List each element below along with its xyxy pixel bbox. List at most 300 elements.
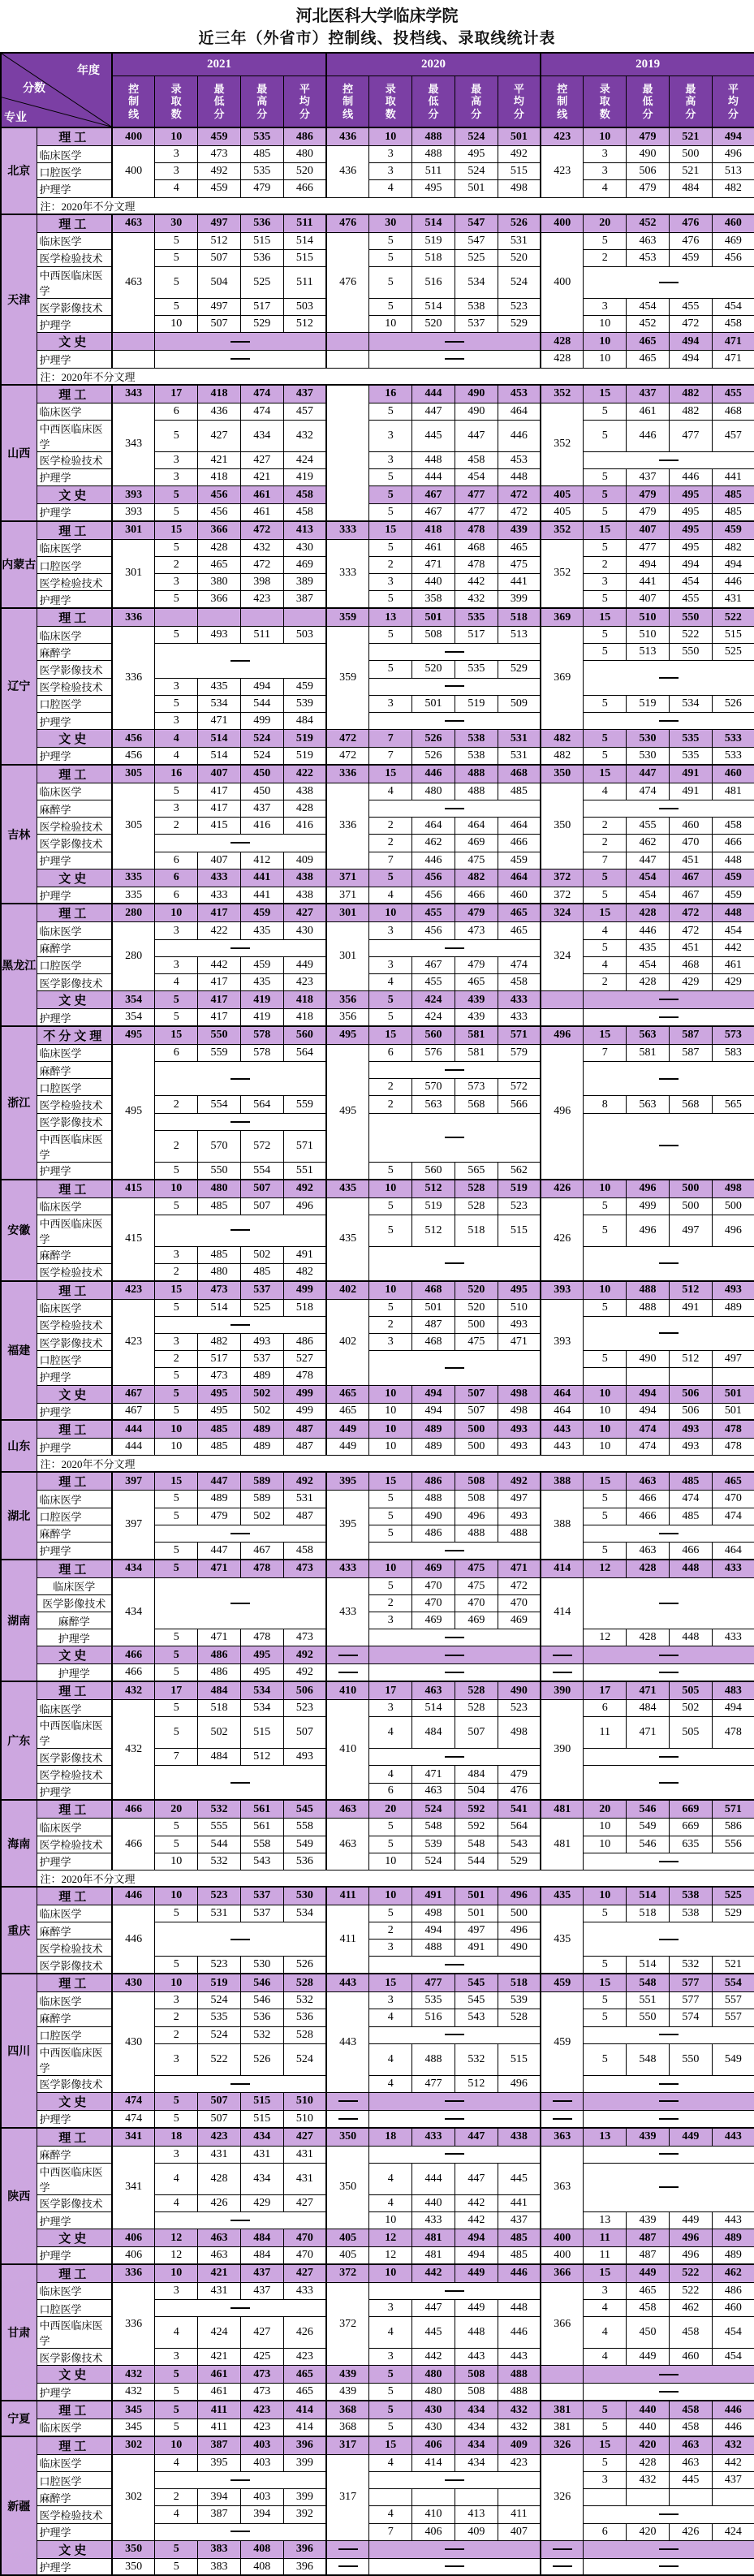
score-cell: 3 xyxy=(155,2282,198,2299)
score-cell: 515 xyxy=(712,627,754,644)
score-cell: 466 xyxy=(669,1542,712,1559)
score-cell: 10 xyxy=(155,1887,198,1905)
score-cell: 524 xyxy=(283,2043,326,2075)
major-cell: 临床医学 xyxy=(37,403,112,420)
score-cell: 2 xyxy=(369,1079,412,1096)
table-row xyxy=(1,1992,754,2009)
score-cell: 447 xyxy=(412,403,455,420)
control-line-cell: 415 xyxy=(112,1197,155,1281)
table-header xyxy=(1,53,754,127)
score-cell: 418 xyxy=(198,385,241,403)
score-cell: 493 xyxy=(669,1439,712,1456)
score-cell: 438 xyxy=(283,783,326,800)
score-cell: 512 xyxy=(455,2075,498,2092)
control-line-cell xyxy=(541,2092,584,2110)
score-cell: 560 xyxy=(412,1026,455,1045)
group-header-cell: 理工 xyxy=(37,1974,112,1992)
score-cell: 428 xyxy=(627,1560,670,1578)
score-cell: 423 xyxy=(240,2401,283,2419)
score-cell: 488 xyxy=(498,2384,541,2401)
score-cell: 464 xyxy=(412,818,455,835)
major-cell: 医学检验技术 xyxy=(37,2506,112,2523)
score-cell: 479 xyxy=(455,956,498,973)
score-cell: 3 xyxy=(584,146,627,163)
score-cell: 434 xyxy=(455,2401,498,2419)
control-line-cell: 350 xyxy=(326,2146,369,2229)
score-cell: 432 xyxy=(627,2471,670,2488)
score-cell: 531 xyxy=(498,748,541,765)
score-cell: 5 xyxy=(155,298,198,315)
no-data-dash xyxy=(231,2479,250,2481)
score-cell: 514 xyxy=(627,1957,670,1974)
score-cell: 494 xyxy=(712,556,754,573)
dash-cell xyxy=(369,1062,541,1079)
score-cell: 4 xyxy=(584,956,627,973)
control-line-cell: 414 xyxy=(541,1577,584,1646)
score-cell: 507 xyxy=(198,316,241,333)
dash-cell xyxy=(584,1062,754,1096)
no-data-dash xyxy=(445,1137,464,1138)
score-cell: 502 xyxy=(240,1385,283,1403)
score-cell: 4 xyxy=(369,783,412,800)
score-cell: 3 xyxy=(155,678,198,695)
score-cell: 466 xyxy=(455,887,498,904)
score-cell: 498 xyxy=(498,1385,541,1403)
control-line-cell: 495 xyxy=(326,1026,369,1045)
score-cell: 433 xyxy=(198,869,241,887)
major-cell: 临床医学 xyxy=(37,1577,112,1594)
score-cell: 479 xyxy=(627,504,670,521)
score-cell: 5 xyxy=(369,1905,412,1922)
no-data-dash xyxy=(659,2513,679,2515)
control-line-cell: 333 xyxy=(326,521,369,540)
score-cell: 2 xyxy=(155,2009,198,2026)
score-cell: 5 xyxy=(155,539,198,556)
score-cell: 2 xyxy=(369,1096,412,1113)
score-cell: 485 xyxy=(669,1508,712,1525)
score-cell: 447 xyxy=(455,2163,498,2194)
province-cell: 安徽 xyxy=(1,1180,37,1281)
score-cell: 11 xyxy=(584,2229,627,2247)
control-line-cell: 393 xyxy=(112,504,155,521)
score-cell: 461 xyxy=(627,403,670,420)
score-cell: 451 xyxy=(669,939,712,956)
score-cell: 453 xyxy=(498,385,541,403)
major-cell: 护理学 xyxy=(37,2211,112,2229)
score-cell: 431 xyxy=(283,2146,326,2163)
major-cell: 护理学 xyxy=(37,748,112,765)
score-cell: 433 xyxy=(198,887,241,904)
province-cell: 新疆 xyxy=(1,2436,37,2576)
score-cell: 442 xyxy=(412,2264,455,2283)
control-line-cell xyxy=(112,333,155,351)
province-cell: 山西 xyxy=(1,385,37,521)
control-line-cell: 423 xyxy=(112,1299,155,1385)
score-cell: 441 xyxy=(240,887,283,904)
score-cell: 512 xyxy=(198,232,241,249)
no-data-dash xyxy=(445,2290,464,2292)
score-cell: 441 xyxy=(240,869,283,887)
control-line-cell: 428 xyxy=(541,351,584,368)
control-line-cell: 341 xyxy=(112,2146,155,2229)
control-line-cell: 345 xyxy=(112,2401,155,2419)
score-cell: 472 xyxy=(240,521,283,540)
score-cell: 519 xyxy=(412,1197,455,1215)
major-cell: 口腔医学 xyxy=(37,163,112,180)
note-cell: 注：2020年不分文理 xyxy=(37,197,754,214)
control-line-cell: 423 xyxy=(112,1281,155,1300)
score-cell: 4 xyxy=(369,974,412,991)
group-header-cell: 理工 xyxy=(37,1180,112,1198)
score-cell: 15 xyxy=(155,1472,198,1491)
score-cell: 487 xyxy=(283,1420,326,1439)
score-cell: 3 xyxy=(369,1333,412,1350)
score-cell: 8 xyxy=(584,1096,627,1113)
dash-cell xyxy=(584,1113,754,1179)
score-cell: 491 xyxy=(669,1299,712,1316)
score-cell: 514 xyxy=(627,1887,670,1905)
score-cell: 555 xyxy=(198,1819,241,1836)
score-cell: 501 xyxy=(412,695,455,712)
score-cell: 5 xyxy=(155,2366,198,2384)
score-cell: 454 xyxy=(712,2349,754,2366)
score-cell: 531 xyxy=(198,1905,241,1922)
dash-cell xyxy=(584,2558,754,2575)
score-cell: 494 xyxy=(712,1700,754,1717)
score-cell: 411 xyxy=(498,2506,541,2523)
score-cell: 442 xyxy=(412,2349,455,2366)
group-header-cell: 不分文理 xyxy=(37,1026,112,1045)
score-cell: 508 xyxy=(455,1491,498,1508)
score-cell: 496 xyxy=(498,1922,541,1940)
score-cell: 564 xyxy=(283,1044,326,1061)
score-cell: 465 xyxy=(455,974,498,991)
score-cell: 409 xyxy=(283,852,326,869)
score-cell: 472 xyxy=(498,504,541,521)
major-cell: 护理学 xyxy=(37,887,112,904)
score-cell: 447 xyxy=(455,2128,498,2147)
score-cell: 496 xyxy=(669,2229,712,2247)
score-cell: 491 xyxy=(669,765,712,783)
score-cell: 528 xyxy=(455,1700,498,1717)
control-line-cell xyxy=(541,2384,584,2401)
score-cell: 440 xyxy=(627,2401,670,2419)
score-cell: 4 xyxy=(155,730,198,748)
score-cell: 458 xyxy=(283,486,326,504)
score-cell: 3 xyxy=(155,451,198,468)
dash-cell xyxy=(584,2146,754,2163)
score-cell: 589 xyxy=(240,1472,283,1491)
score-cell: 465 xyxy=(627,333,670,351)
score-cell: 478 xyxy=(240,1629,283,1646)
score-cell: 525 xyxy=(240,1299,283,1316)
control-line-cell: 411 xyxy=(326,1905,369,1974)
control-line-cell: 372 xyxy=(541,869,584,887)
score-cell: 10 xyxy=(369,2211,412,2229)
dash-cell xyxy=(584,2075,754,2092)
score-cell: 500 xyxy=(669,1197,712,1215)
control-line-cell: 466 xyxy=(112,1819,155,1871)
score-cell: 445 xyxy=(412,420,455,451)
no-data-dash xyxy=(659,2034,679,2035)
score-cell: 458 xyxy=(669,2401,712,2419)
score-cell: 12 xyxy=(369,2229,412,2247)
score-cell: 524 xyxy=(455,127,498,146)
score-cell: 499 xyxy=(627,1197,670,1215)
score-cell: 418 xyxy=(283,991,326,1009)
score-cell: 446 xyxy=(627,420,670,451)
score-cell: 2 xyxy=(369,1316,412,1333)
control-line-cell: 434 xyxy=(112,1560,155,1578)
score-cell: 5 xyxy=(584,1905,627,1922)
score-cell: 407 xyxy=(198,852,241,869)
score-cell: 423 xyxy=(283,974,326,991)
score-cell: 480 xyxy=(412,2384,455,2401)
table-row xyxy=(1,1439,754,1456)
score-cell xyxy=(584,2489,627,2506)
score-cell: 430 xyxy=(283,922,326,939)
control-line-cell: 397 xyxy=(112,1472,155,1491)
score-cell: 5 xyxy=(155,591,198,608)
score-cell: 558 xyxy=(240,1836,283,1853)
score-cell: 3 xyxy=(369,574,412,591)
dash-cell xyxy=(369,800,541,818)
score-cell: 592 xyxy=(455,1819,498,1836)
score-cell: 474 xyxy=(627,1420,670,1439)
score-cell: 510 xyxy=(627,627,670,644)
score-cell: 4 xyxy=(369,2043,412,2075)
score-cell: 2 xyxy=(155,1351,198,1368)
score-cell: 551 xyxy=(283,1162,326,1179)
major-cell: 医学检验技术 xyxy=(37,574,112,591)
score-cell: 437 xyxy=(498,2211,541,2229)
score-cell: 5 xyxy=(369,661,412,678)
control-line-cell: 430 xyxy=(112,1974,155,1992)
score-cell: 488 xyxy=(455,783,498,800)
score-cell: 440 xyxy=(627,2419,670,2436)
score-cell: 532 xyxy=(455,2043,498,2075)
control-line-cell: 350 xyxy=(326,2128,369,2147)
score-cell: 5 xyxy=(369,1525,412,1542)
score-cell: 530 xyxy=(240,1957,283,1974)
score-cell: 3 xyxy=(369,1940,412,1957)
no-data-dash xyxy=(659,1861,679,1862)
score-cell: 3 xyxy=(369,2300,412,2317)
score-cell: 3 xyxy=(369,2349,412,2366)
score-cell: 528 xyxy=(455,1681,498,1700)
no-data-dash xyxy=(659,1672,679,1673)
no-data-dash xyxy=(445,1756,464,1758)
control-line-cell: 439 xyxy=(326,2366,369,2384)
score-cell: 474 xyxy=(240,403,283,420)
note-cell: 注：2020年不分文理 xyxy=(37,368,754,385)
province-cell: 北京 xyxy=(1,127,37,214)
score-cell: 536 xyxy=(283,1853,326,1870)
no-data-dash xyxy=(445,358,464,360)
score-cell: 522 xyxy=(669,627,712,644)
score-cell: 500 xyxy=(669,146,712,163)
score-cell: 488 xyxy=(627,1281,670,1300)
table-row xyxy=(1,1299,754,1316)
score-cell: 496 xyxy=(283,1197,326,1215)
group-header-cell: 理工 xyxy=(37,904,112,922)
table-row xyxy=(1,504,754,521)
score-cell: 550 xyxy=(198,1162,241,1179)
score-cell: 470 xyxy=(712,1491,754,1508)
table-row xyxy=(1,869,754,887)
control-line-cell: 443 xyxy=(326,1992,369,2093)
no-data-dash xyxy=(553,2118,572,2120)
score-cell: 493 xyxy=(240,1333,283,1350)
control-line-cell xyxy=(326,2540,369,2558)
control-line-cell: 395 xyxy=(326,1472,369,1491)
score-cell: 5 xyxy=(155,2384,198,2401)
score-cell: 10 xyxy=(369,1420,412,1439)
score-cell: 440 xyxy=(412,574,455,591)
score-cell: 488 xyxy=(412,146,455,163)
control-line-cell xyxy=(326,333,369,351)
score-cell: 408 xyxy=(240,2540,283,2558)
no-data-dash xyxy=(659,1603,679,1604)
score-cell: 518 xyxy=(498,1974,541,1992)
table-row xyxy=(1,2384,754,2401)
score-cell: 2 xyxy=(155,2489,198,2506)
score-cell: 10 xyxy=(155,1974,198,1992)
score-cell: 454 xyxy=(712,922,754,939)
group-header-cell: 理工 xyxy=(37,765,112,783)
score-cell: 487 xyxy=(412,1316,455,1333)
control-line-cell: 415 xyxy=(112,1180,155,1198)
score-cell: 497 xyxy=(669,1215,712,1246)
control-line-cell: 464 xyxy=(541,1385,584,1403)
score-cell: 455 xyxy=(712,385,754,403)
score-cell: 532 xyxy=(198,1853,241,1870)
table-row xyxy=(1,1009,754,1026)
score-cell: 429 xyxy=(712,974,754,991)
score-cell: 449 xyxy=(627,2264,670,2283)
score-cell: 487 xyxy=(627,2229,670,2247)
score-cell: 499 xyxy=(283,1281,326,1300)
score-cell: 494 xyxy=(627,556,670,573)
score-cell: 13 xyxy=(584,2128,627,2147)
score-cell: 471 xyxy=(712,351,754,368)
score-cell: 550 xyxy=(198,1026,241,1045)
score-cell: 568 xyxy=(669,1096,712,1113)
score-cell: 561 xyxy=(240,1800,283,1819)
score-cell: 447 xyxy=(412,2300,455,2317)
score-cell: 12 xyxy=(155,2247,198,2264)
table-row xyxy=(1,146,754,163)
score-cell: 490 xyxy=(627,1351,670,1368)
dash-cell xyxy=(584,2506,754,2523)
score-cell: 431 xyxy=(712,591,754,608)
province-cell: 山东 xyxy=(1,1420,37,1472)
score-cell: 5 xyxy=(369,591,412,608)
score-cell: 383 xyxy=(198,2558,241,2575)
score-cell: 417 xyxy=(198,974,241,991)
control-line-cell: 428 xyxy=(541,333,584,351)
major-cell: 临床医学 xyxy=(37,2454,112,2471)
major-cell: 护理学 xyxy=(37,1009,112,1026)
score-cell: 431 xyxy=(198,2282,241,2299)
score-cell: 455 xyxy=(412,974,455,991)
score-cell: 419 xyxy=(283,468,326,485)
no-data-dash xyxy=(659,1782,679,1784)
score-cell: 446 xyxy=(627,922,670,939)
table-row xyxy=(1,1385,754,1403)
score-cell: 473 xyxy=(198,146,241,163)
score-cell: 577 xyxy=(669,1992,712,2009)
score-cell: 513 xyxy=(498,627,541,644)
score-cell: 535 xyxy=(669,748,712,765)
score-cell: 17 xyxy=(584,1681,627,1700)
no-data-dash xyxy=(659,1332,679,1334)
score-cell: 563 xyxy=(627,1096,670,1113)
score-cell: 4 xyxy=(369,1766,412,1783)
control-line-cell: 430 xyxy=(112,1992,155,2093)
score-cell: 5 xyxy=(155,627,198,644)
score-cell: 474 xyxy=(627,1439,670,1456)
score-cell: 418 xyxy=(283,1009,326,1026)
group-header-cell: 理工 xyxy=(37,1281,112,1300)
major-cell: 护理学 xyxy=(37,2558,112,2575)
score-cell: 518 xyxy=(627,1905,670,1922)
score-cell: 3 xyxy=(155,956,198,973)
score-cell: 571 xyxy=(498,1026,541,1045)
score-cell: 459 xyxy=(283,678,326,695)
score-cell: 446 xyxy=(669,468,712,485)
score-cell: 521 xyxy=(712,1957,754,1974)
score-cell: 3 xyxy=(584,2471,627,2488)
score-cell: 434 xyxy=(240,2163,283,2194)
score-cell: 557 xyxy=(712,1992,754,2009)
score-cell: 494 xyxy=(455,2247,498,2264)
score-cell: 427 xyxy=(198,420,241,451)
score-cell: 669 xyxy=(669,1819,712,1836)
table-row xyxy=(1,991,754,1009)
major-cell: 医学影像技术 xyxy=(37,1594,112,1612)
score-cell: 510 xyxy=(627,608,670,627)
major-cell: 护理学 xyxy=(37,1853,112,1870)
score-cell: 482 xyxy=(198,1333,241,1350)
group-header-cell: 理工 xyxy=(37,608,112,627)
score-cell: 524 xyxy=(455,163,498,180)
group-header-cell: 文史 xyxy=(37,2092,112,2110)
no-data-dash xyxy=(553,2548,572,2550)
score-cell: 5 xyxy=(155,1385,198,1403)
score-cell: 434 xyxy=(455,2454,498,2471)
major-cell: 中西医临床医学 xyxy=(37,420,112,451)
score-cell: 10 xyxy=(369,1439,412,1456)
score-cell: 468 xyxy=(712,403,754,420)
score-cell: 470 xyxy=(455,1594,498,1612)
score-cell: 17 xyxy=(369,1681,412,1700)
score-cell: 5 xyxy=(155,504,198,521)
score-cell: 435 xyxy=(198,678,241,695)
score-cell: 523 xyxy=(498,298,541,315)
score-cell: 6 xyxy=(584,2523,627,2540)
table-row xyxy=(1,1664,754,1681)
score-cell: 576 xyxy=(412,1044,455,1061)
no-data-dash xyxy=(231,2307,250,2309)
table-row xyxy=(1,1456,754,1473)
score-cell: 515 xyxy=(240,232,283,249)
score-cell: 485 xyxy=(240,1263,283,1280)
score-cell xyxy=(712,2489,754,2506)
control-line-cell xyxy=(326,2110,369,2127)
score-cell: 458 xyxy=(627,2300,670,2317)
score-cell: 500 xyxy=(455,1316,498,1333)
